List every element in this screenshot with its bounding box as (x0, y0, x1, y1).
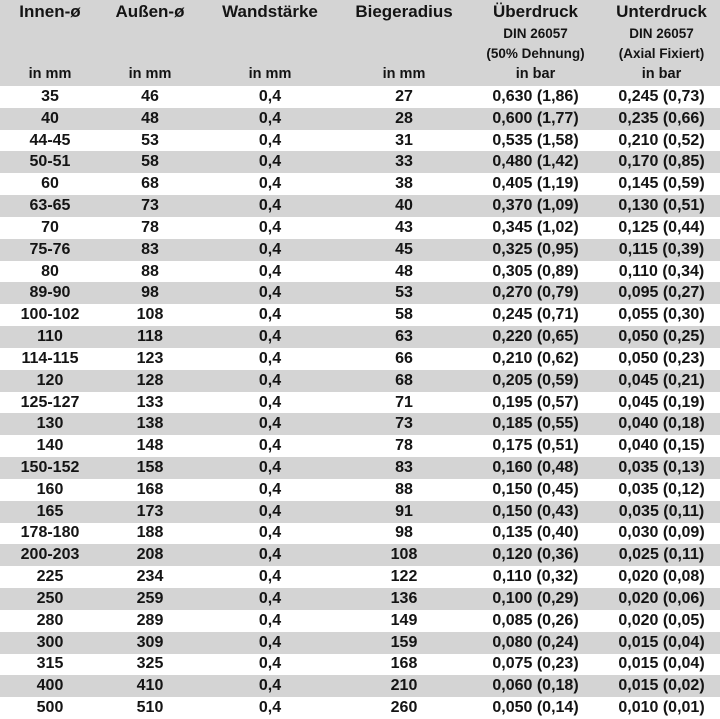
cell-biegeradius: 63 (395, 328, 413, 346)
cell-ueberdruck: 0,210 (0,62) (492, 349, 579, 367)
cell-wandstaerke: 0,4 (258, 546, 282, 564)
cell-unterdruck: 0,015 (0,04) (618, 633, 705, 651)
cell-aussen-durchmesser: 289 (136, 611, 164, 629)
cell-unterdruck: 0,095 (0,27) (618, 284, 705, 302)
table-row (0, 413, 720, 435)
table-row (0, 544, 720, 566)
cell-wandstaerke: 0,4 (258, 87, 282, 105)
table-row (0, 697, 720, 719)
cell-wandstaerke: 0,4 (258, 153, 282, 171)
cell-aussen-durchmesser: 46 (141, 87, 159, 105)
cell-aussen-durchmesser: 73 (141, 197, 159, 215)
column-unit: in bar (515, 66, 556, 83)
cell-innen-durchmesser: 178-180 (20, 524, 80, 542)
cell-ueberdruck: 0,220 (0,65) (492, 328, 579, 346)
cell-aussen-durchmesser: 138 (136, 415, 164, 433)
cell-unterdruck: 0,035 (0,11) (618, 502, 705, 520)
cell-wandstaerke: 0,4 (258, 677, 282, 695)
cell-ueberdruck: 0,370 (1,09) (492, 197, 579, 215)
cell-wandstaerke: 0,4 (258, 524, 282, 542)
column-unit: in mm (28, 66, 72, 83)
cell-biegeradius: 27 (395, 87, 413, 105)
cell-aussen-durchmesser: 88 (141, 262, 159, 280)
cell-unterdruck: 0,170 (0,85) (618, 153, 705, 171)
cell-biegeradius: 122 (390, 568, 418, 586)
cell-biegeradius: 33 (395, 153, 413, 171)
cell-unterdruck: 0,030 (0,09) (618, 524, 705, 542)
column-title: Außen-ø (115, 2, 185, 21)
cell-wandstaerke: 0,4 (258, 633, 282, 651)
cell-biegeradius: 68 (395, 371, 413, 389)
cell-ueberdruck: 0,060 (0,18) (492, 677, 579, 695)
cell-wandstaerke: 0,4 (258, 458, 282, 476)
cell-unterdruck: 0,125 (0,44) (618, 218, 705, 236)
cell-wandstaerke: 0,4 (258, 218, 282, 236)
column-title: Überdruck (492, 2, 579, 21)
table-row (0, 195, 720, 217)
cell-innen-durchmesser: 80 (41, 262, 59, 280)
cell-biegeradius: 43 (395, 218, 413, 236)
cell-ueberdruck: 0,120 (0,36) (492, 546, 579, 564)
cell-aussen-durchmesser: 108 (136, 306, 164, 324)
cell-wandstaerke: 0,4 (258, 371, 282, 389)
cell-innen-durchmesser: 63-65 (29, 197, 71, 215)
cell-aussen-durchmesser: 133 (136, 393, 164, 411)
cell-innen-durchmesser: 140 (36, 437, 64, 455)
cell-innen-durchmesser: 70 (41, 218, 59, 236)
cell-unterdruck: 0,055 (0,30) (618, 306, 705, 324)
cell-innen-durchmesser: 280 (36, 611, 64, 629)
cell-aussen-durchmesser: 123 (136, 349, 164, 367)
cell-innen-durchmesser: 50-51 (29, 153, 71, 171)
table-body (0, 86, 720, 719)
cell-ueberdruck: 0,085 (0,26) (492, 611, 579, 629)
cell-innen-durchmesser: 300 (36, 633, 64, 651)
cell-innen-durchmesser: 165 (36, 502, 64, 520)
cell-wandstaerke: 0,4 (258, 306, 282, 324)
cell-ueberdruck: 0,175 (0,51) (492, 437, 579, 455)
cell-aussen-durchmesser: 168 (136, 480, 164, 498)
cell-wandstaerke: 0,4 (258, 197, 282, 215)
cell-wandstaerke: 0,4 (258, 262, 282, 280)
column-header-ueberdruck (468, 0, 603, 86)
cell-unterdruck: 0,045 (0,21) (618, 371, 705, 389)
cell-wandstaerke: 0,4 (258, 328, 282, 346)
cell-aussen-durchmesser: 410 (136, 677, 164, 695)
table-row (0, 610, 720, 632)
cell-innen-durchmesser: 250 (36, 589, 64, 607)
cell-wandstaerke: 0,4 (258, 415, 282, 433)
cell-biegeradius: 83 (395, 458, 413, 476)
cell-innen-durchmesser: 315 (36, 655, 64, 673)
cell-unterdruck: 0,130 (0,51) (618, 197, 705, 215)
table-row (0, 282, 720, 304)
cell-wandstaerke: 0,4 (258, 480, 282, 498)
cell-aussen-durchmesser: 158 (136, 458, 164, 476)
column-note: (50% Dehnung) (486, 45, 585, 61)
cell-wandstaerke: 0,4 (258, 284, 282, 302)
table-row (0, 435, 720, 457)
cell-innen-durchmesser: 35 (41, 87, 59, 105)
cell-ueberdruck: 0,110 (0,32) (492, 568, 579, 586)
cell-innen-durchmesser: 110 (37, 328, 63, 346)
cell-ueberdruck: 0,150 (0,45) (492, 480, 579, 498)
cell-innen-durchmesser: 75-76 (29, 240, 71, 258)
cell-ueberdruck: 0,205 (0,59) (492, 371, 579, 389)
cell-ueberdruck: 0,150 (0,43) (492, 502, 579, 520)
cell-ueberdruck: 0,535 (1,58) (492, 131, 579, 149)
table-row (0, 108, 720, 130)
cell-unterdruck: 0,145 (0,59) (618, 175, 705, 193)
cell-unterdruck: 0,020 (0,05) (618, 611, 705, 629)
column-title: Innen-ø (19, 2, 81, 21)
cell-ueberdruck: 0,600 (1,77) (492, 109, 579, 127)
cell-ueberdruck: 0,405 (1,19) (492, 175, 579, 193)
cell-aussen-durchmesser: 173 (136, 502, 164, 520)
cell-biegeradius: 210 (390, 677, 418, 695)
cell-wandstaerke: 0,4 (258, 568, 282, 586)
cell-wandstaerke: 0,4 (258, 611, 282, 629)
cell-innen-durchmesser: 225 (36, 568, 64, 586)
column-unit: in bar (641, 66, 682, 83)
cell-biegeradius: 71 (395, 393, 413, 411)
cell-innen-durchmesser: 200-203 (20, 546, 80, 564)
cell-biegeradius: 98 (395, 524, 413, 542)
cell-aussen-durchmesser: 98 (141, 284, 159, 302)
cell-ueberdruck: 0,185 (0,55) (492, 415, 579, 433)
table-row (0, 348, 720, 370)
cell-ueberdruck: 0,480 (1,42) (492, 153, 579, 171)
cell-aussen-durchmesser: 188 (136, 524, 164, 542)
column-header-wandstaerke (200, 0, 340, 86)
column-header-biegeradius (340, 0, 468, 86)
table-row (0, 261, 720, 283)
cell-unterdruck: 0,010 (0,01) (618, 699, 705, 717)
cell-aussen-durchmesser: 148 (136, 437, 164, 455)
cell-biegeradius: 78 (395, 437, 413, 455)
table-row (0, 370, 720, 392)
cell-unterdruck: 0,050 (0,23) (618, 349, 705, 367)
table-row (0, 151, 720, 173)
table-row (0, 654, 720, 676)
cell-wandstaerke: 0,4 (258, 393, 282, 411)
cell-biegeradius: 31 (395, 131, 413, 149)
cell-ueberdruck: 0,080 (0,24) (492, 633, 579, 651)
cell-aussen-durchmesser: 325 (136, 655, 164, 673)
table-row (0, 566, 720, 588)
column-title: Wandstärke (222, 2, 318, 21)
cell-aussen-durchmesser: 234 (136, 568, 164, 586)
table-row (0, 675, 720, 697)
cell-aussen-durchmesser: 58 (141, 153, 159, 171)
column-header-unterdruck (603, 0, 720, 86)
cell-wandstaerke: 0,4 (258, 175, 282, 193)
cell-ueberdruck: 0,270 (0,79) (492, 284, 579, 302)
cell-innen-durchmesser: 500 (36, 699, 64, 717)
column-unit: in mm (382, 66, 426, 83)
cell-ueberdruck: 0,100 (0,29) (492, 589, 579, 607)
cell-biegeradius: 45 (395, 240, 413, 258)
table-row (0, 326, 720, 348)
cell-unterdruck: 0,210 (0,52) (618, 131, 705, 149)
cell-biegeradius: 40 (395, 197, 413, 215)
cell-wandstaerke: 0,4 (258, 699, 282, 717)
cell-biegeradius: 136 (390, 589, 418, 607)
table-row (0, 457, 720, 479)
cell-unterdruck: 0,115 (0,39) (618, 240, 705, 258)
cell-innen-durchmesser: 114-115 (21, 349, 79, 367)
cell-aussen-durchmesser: 128 (136, 371, 164, 389)
cell-ueberdruck: 0,305 (0,89) (492, 262, 579, 280)
cell-aussen-durchmesser: 118 (137, 328, 163, 346)
cell-wandstaerke: 0,4 (258, 437, 282, 455)
column-header-innen-durchmesser (0, 0, 100, 86)
cell-biegeradius: 53 (395, 284, 413, 302)
table-row (0, 523, 720, 545)
cell-wandstaerke: 0,4 (258, 109, 282, 127)
cell-aussen-durchmesser: 78 (141, 218, 159, 236)
cell-innen-durchmesser: 40 (41, 109, 59, 127)
cell-unterdruck: 0,245 (0,73) (618, 87, 705, 105)
cell-wandstaerke: 0,4 (258, 502, 282, 520)
cell-ueberdruck: 0,050 (0,14) (492, 699, 579, 717)
cell-innen-durchmesser: 130 (36, 415, 64, 433)
table-row (0, 130, 720, 152)
column-unit: in mm (248, 66, 292, 83)
cell-innen-durchmesser: 150-152 (20, 458, 80, 476)
cell-ueberdruck: 0,135 (0,40) (492, 524, 579, 542)
cell-innen-durchmesser: 125-127 (20, 393, 80, 411)
cell-unterdruck: 0,020 (0,06) (618, 589, 705, 607)
cell-unterdruck: 0,035 (0,12) (618, 480, 705, 498)
table-row (0, 304, 720, 326)
cell-innen-durchmesser: 89-90 (29, 284, 71, 302)
cell-biegeradius: 91 (395, 502, 413, 520)
cell-unterdruck: 0,110 (0,34) (618, 262, 705, 280)
cell-wandstaerke: 0,4 (258, 240, 282, 258)
table-row (0, 501, 720, 523)
table-row (0, 86, 720, 108)
table-row (0, 239, 720, 261)
table-header-row (0, 0, 720, 86)
cell-ueberdruck: 0,325 (0,95) (492, 240, 579, 258)
cell-innen-durchmesser: 400 (36, 677, 64, 695)
cell-wandstaerke: 0,4 (258, 349, 282, 367)
cell-biegeradius: 48 (395, 262, 413, 280)
cell-ueberdruck: 0,195 (0,57) (492, 393, 579, 411)
cell-biegeradius: 58 (395, 306, 413, 324)
table-row (0, 217, 720, 239)
cell-ueberdruck: 0,160 (0,48) (492, 458, 579, 476)
cell-unterdruck: 0,050 (0,25) (618, 328, 705, 346)
cell-unterdruck: 0,020 (0,08) (618, 568, 705, 586)
cell-innen-durchmesser: 120 (36, 371, 64, 389)
table-row (0, 632, 720, 654)
column-standard: DIN 26057 (629, 25, 694, 41)
cell-aussen-durchmesser: 68 (141, 175, 159, 193)
cell-innen-durchmesser: 44-45 (29, 131, 71, 149)
cell-biegeradius: 66 (395, 349, 413, 367)
cell-biegeradius: 88 (395, 480, 413, 498)
cell-ueberdruck: 0,345 (1,02) (492, 218, 579, 236)
cell-aussen-durchmesser: 83 (141, 240, 159, 258)
cell-innen-durchmesser: 100-102 (20, 306, 80, 324)
cell-wandstaerke: 0,4 (258, 131, 282, 149)
cell-biegeradius: 38 (395, 175, 413, 193)
cell-aussen-durchmesser: 309 (136, 633, 164, 651)
cell-aussen-durchmesser: 53 (141, 131, 159, 149)
column-unit: in mm (128, 66, 172, 83)
column-title: Biegeradius (355, 2, 453, 21)
cell-ueberdruck: 0,630 (1,86) (492, 87, 579, 105)
cell-biegeradius: 168 (390, 655, 418, 673)
cell-aussen-durchmesser: 208 (136, 546, 164, 564)
column-header-aussen-durchmesser (100, 0, 200, 86)
cell-wandstaerke: 0,4 (258, 655, 282, 673)
cell-biegeradius: 159 (390, 633, 418, 651)
cell-ueberdruck: 0,075 (0,23) (492, 655, 579, 673)
table-row (0, 173, 720, 195)
cell-unterdruck: 0,235 (0,66) (618, 109, 705, 127)
cell-unterdruck: 0,045 (0,19) (618, 393, 705, 411)
cell-ueberdruck: 0,245 (0,71) (492, 306, 579, 324)
cell-innen-durchmesser: 60 (41, 175, 59, 193)
cell-innen-durchmesser: 160 (36, 480, 64, 498)
cell-aussen-durchmesser: 510 (136, 699, 164, 717)
cell-biegeradius: 149 (390, 611, 418, 629)
cell-biegeradius: 28 (395, 109, 413, 127)
cell-unterdruck: 0,035 (0,13) (618, 458, 705, 476)
cell-biegeradius: 73 (395, 415, 413, 433)
cell-unterdruck: 0,040 (0,15) (618, 437, 705, 455)
cell-unterdruck: 0,025 (0,11) (618, 546, 705, 564)
cell-unterdruck: 0,015 (0,02) (618, 677, 705, 695)
cell-aussen-durchmesser: 259 (136, 589, 164, 607)
table-row (0, 588, 720, 610)
column-note: (Axial Fixiert) (618, 45, 705, 61)
cell-unterdruck: 0,015 (0,04) (618, 655, 705, 673)
column-title: Unterdruck (616, 2, 707, 21)
cell-aussen-durchmesser: 48 (141, 109, 159, 127)
cell-unterdruck: 0,040 (0,18) (618, 415, 705, 433)
cell-biegeradius: 260 (390, 699, 418, 717)
cell-biegeradius: 108 (390, 546, 418, 564)
table-row (0, 479, 720, 501)
column-standard: DIN 26057 (503, 25, 568, 41)
cell-wandstaerke: 0,4 (258, 589, 282, 607)
table-row (0, 392, 720, 414)
